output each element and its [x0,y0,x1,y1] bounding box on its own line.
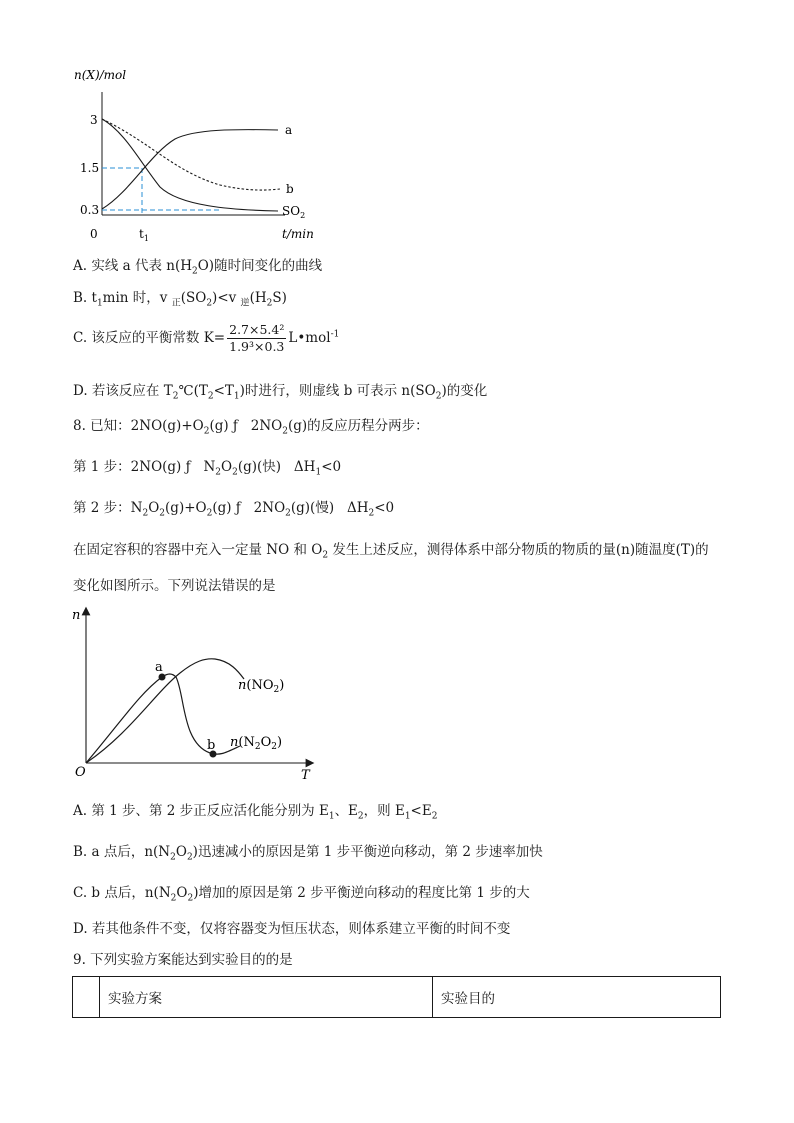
experiment-table [72,976,721,1018]
q8-desc-1: 在固定容积的容器中充入一定量 NO 和 $O_2$ 发生上述反应，测得体系中部分物质的物质的量(n)随温度(T)的 [73,542,709,561]
q8-desc-2: 变化如图所示。下列说法错误的是 [73,578,276,594]
fig1-ytick-1-5: 1.5 [80,161,100,175]
fig1-ytick-0-3: 0.3 [80,203,100,217]
fig2-label-a: a [155,660,163,675]
fig2-label-no2: $n(NO_2)$ [238,678,285,695]
fig1-curve-so2 [102,119,278,211]
k-numerator: 2.7×5.4² [229,322,285,337]
fig1-ytick-3: 3 [90,113,98,127]
fig1-x-label: t/min [282,227,314,241]
fig1-xtick-t1: $t_1$ [139,227,149,243]
q9-stem: 9. 下列实验方案能达到实验目的的是 [73,952,293,968]
fig1-y-label: n(X)/mol [74,68,127,82]
figure-2-graph [70,603,330,788]
q8-option-a: A. 第 1 步、第 2 步正反应活化能分别为 $E_1$、$E_2$，则 $E_1<E_2$ [73,803,438,822]
fig2-y-label: n [72,608,81,623]
fig2-label-b: b [207,738,216,753]
fig1-origin: 0 [90,227,98,241]
fig1-label-so2: $SO_2$ [282,204,306,220]
fig2-x-label: T [301,768,310,783]
table-row [73,977,721,1018]
fig2-curve-n2o2 [86,674,240,763]
q7-option-a: A. 实线 a 代表 $n(H_2O)$随时间变化的曲线 [73,258,323,277]
table-cell-blank [73,977,100,1018]
q7-option-d: D. 若该反应在 $T_2℃(T_2<T_1)$时进行，则虚线 b 可表示 $n(SO_2)$的变化 [73,383,488,402]
k-denominator: 1.9³×0.3 [229,339,285,354]
table-header-scheme: 实验方案 [100,977,433,1018]
q8-option-b: B. a 点后，$n(N_2O_2)$迅速减小的原因是第 1 步平衡逆向移动，第 2 步速率加快 [73,844,543,863]
q7-option-c-prefix: C. 该反应的平衡常数 K= [73,330,226,346]
q8-stem: 8. 已知：$2NO(g)+O_2(g)$ ƒ $2NO_2(g)$的反应历程分两步： [73,418,429,437]
q8-step2: 第 2 步：$N_2O_2(g)+O_2(g)$ ƒ $2NO_2(g)$(慢) $\Delta H_2<0$ [73,500,395,519]
q7-option-c: C. 该反应的平衡常数 K= $\frac{\text{2.7×5.4²}}{\text{1.9³×0.3}}$ L•mol$^{-1}$ [73,322,340,354]
q7-option-b: B. $t_1\min$ 时，v $_正(SO_2)<v$ $_逆(H_2S)$ [73,290,287,309]
q8-option-c: C. b 点后，$n(N_2O_2)$增加的原因是第 2 步平衡逆向移动的程度比第 1 步的大 [73,885,530,904]
fig2-origin: O [75,765,86,780]
q8-option-d: D. 若其他条件不变，仅将容器变为恒压状态，则体系建立平衡的时间不变 [73,921,511,937]
fig1-label-b: b [286,182,294,196]
figure-1-graph [70,62,330,247]
fig1-label-a: a [285,123,293,137]
fig1-curve-a [102,130,278,209]
fig2-curve-no2 [86,659,244,763]
table-header-purpose: 实验目的 [433,977,721,1018]
k-fraction [227,322,286,355]
q8-step1: 第 1 步：2NO(g) ƒ $N_2O_2(g)$(快) $\Delta H_1<0$ [73,459,342,478]
fig2-label-n2o2: $n(N_2O_2)$ [230,735,283,752]
